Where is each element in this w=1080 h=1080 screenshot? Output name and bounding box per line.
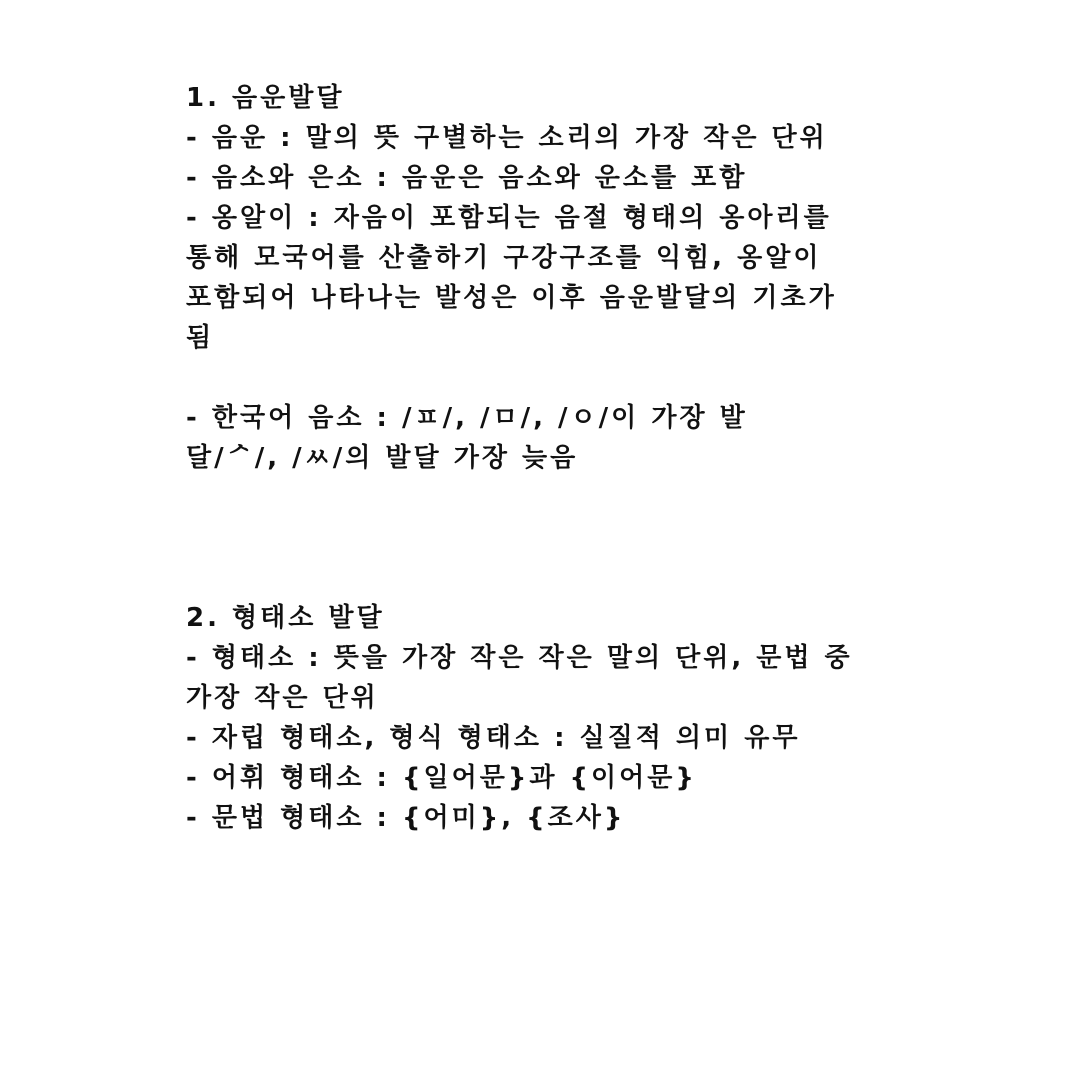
- list-item: - 문법 형태소 : {어미}, {조사}: [186, 803, 626, 833]
- list-item-continuation: 통해 모국어를 산출하기 구강구조를 익힘, 옹알이: [186, 243, 822, 273]
- list-item: - 자립 형태소, 형식 형태소 : 실질적 의미 유무: [186, 723, 801, 753]
- section-phonology: [186, 78, 906, 478]
- section-title: 2. 형태소 발달: [186, 603, 385, 633]
- section-spacer: [186, 478, 906, 598]
- list-item: - 음소와 은소 : 음운은 음소와 운소를 포함: [186, 163, 748, 193]
- list-item: - 형태소 : 뜻을 가장 작은 작은 말의 단위, 문법 중: [186, 643, 853, 673]
- list-item-continuation: 포함되어 나타나는 발성은 이후 음운발달의 기초가: [186, 283, 837, 313]
- blank-line: [186, 358, 906, 398]
- section-morphology: [186, 598, 906, 838]
- document-body: [186, 78, 906, 838]
- list-item-continuation: 됨: [186, 323, 215, 353]
- list-item: - 옹알이 : 자음이 포함되는 음절 형태의 옹아리를: [186, 203, 832, 233]
- section-title: 1. 음운발달: [186, 83, 345, 113]
- list-item: - 한국어 음소 : /ㅍ/, /ㅁ/, /ㅇ/이 가장 발: [186, 403, 748, 433]
- list-item: - 어휘 형태소 : {일어문}과 {이어문}: [186, 763, 697, 793]
- list-item: - 음운 : 말의 뜻 구별하는 소리의 가장 작은 단위: [186, 123, 828, 153]
- list-item-continuation: 달/ᄼ/, /ㅆ/의 발달 가장 늦음: [186, 443, 579, 473]
- list-item-continuation: 가장 작은 단위: [186, 683, 379, 713]
